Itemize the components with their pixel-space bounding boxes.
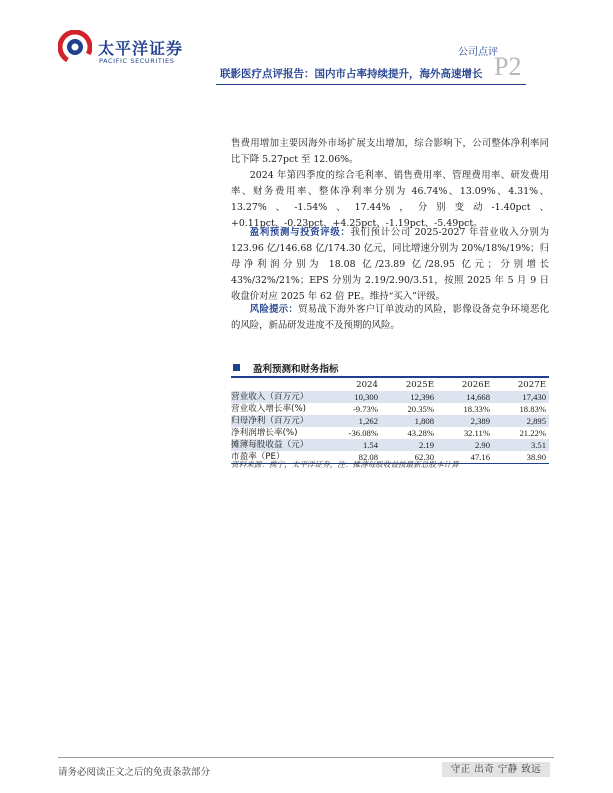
logo-chinese-name: 太平洋证券 [98,39,184,58]
table-cell: -9.73% [352,404,378,414]
table-cell: 20.35% [407,404,434,414]
row-label: 市盈率（PE） [231,451,327,464]
risk-text: 贸易战下海外客户订单波动的风险，影像设备竞争环境恶化的风险，新品研发进度不及预期的风险。 [231,304,549,331]
table-cell: 2,895 [493,415,549,427]
table-cell: 2,389 [437,415,493,427]
table-cell: 1.54 [327,439,381,451]
table-source-note: 资料来源：携宁，太平洋证券，注：摊薄每股收益按最新总股本计算 [231,460,459,469]
table-header-row [231,379,549,391]
table-cell: 1,262 [327,415,381,427]
table-top-rule [231,376,549,378]
table-cell: 2.19 [381,439,437,451]
table-cell: 21.22% [519,428,546,438]
column-header: 2025E [405,380,434,390]
company-logo-icon [58,30,92,64]
paragraph-risk [231,302,549,334]
table-cell: 32.11% [463,428,490,438]
table-row [231,439,549,451]
risk-heading: 风险提示： [249,304,299,315]
table-cell: 14,668 [437,391,493,403]
table-title: 盈利预测和财务指标 [253,364,339,375]
column-header [231,379,327,391]
table-heading [231,361,549,375]
table-cell: 82.08 [327,451,381,464]
table-cell: 18.83% [519,404,546,414]
paragraph-expense-impact [231,136,549,168]
page-number: P2 [494,52,522,81]
table-cell: 17,430 [493,391,549,403]
paragraph-text: 售费用增加主要因海外市场扩展支出增加，综合影响下，公司整体净利率同比下降 5.27pct 至 12.06%。 [231,138,549,165]
square-bullet-icon [233,364,240,371]
table-row [231,391,549,403]
footer-motto: 守正 出奇 宁静 致远 [442,762,550,777]
column-header: 2024 [356,380,378,390]
paragraph-q4-metrics [231,168,549,232]
header-divider [216,84,526,85]
paragraph-text: 2024 年第四季度的综合毛利率、销售费用率、管理费用率、研发费用率、财务费用率、整体净利率分别为 46.74%、13.09%、4.31%、13.27%、-1.54%、17.44%，分别变动-1.40pct、+0.11pct、-0.23pct、+4.25pct、-1.19pct、-5.49pct。 [231,170,549,229]
table-cell: 47.16 [437,451,493,464]
table-cell: 10,300 [327,391,381,403]
footer-divider [58,757,554,758]
report-type-label: 公司点评 [458,47,498,58]
footer-disclaimer: 请务必阅读正文之后的免责条款部分 [58,767,211,778]
table-cell: -36.08% [348,428,378,438]
table-cell: 18.33% [463,404,490,414]
paragraph-forecast [231,225,549,305]
forecast-heading: 盈利预测与投资评级： [249,227,351,238]
forecast-text: 我们预计公司 2025-2027 年营业收入分别为 123.96 亿/146.68 亿/174.30 亿元，同比增速分别为 20%/18%/19%；归母净利润分别为 18.08 亿/23.89 亿/28.95 亿元；分别增长 43%/32%/21%；EPS 分别为 2.19/2.90/3.51，按照 2025 年 5 月 9 日收盘价对应 2025 年 62 倍 PE。维持“买入”评级。 [231,227,549,302]
table-cell: 1,808 [381,415,437,427]
row-label: 净利润增长率(%) [231,428,298,438]
table-cell: 2.90 [437,439,493,451]
logo-english-name: PACIFIC SECURITIES [99,57,175,65]
financial-forecast-table [231,379,549,464]
table-cell: 12,396 [381,391,437,403]
table-row [231,427,549,439]
table-cell: 62.30 [381,451,437,464]
row-label: 摊薄每股收益（元） [231,439,327,451]
row-label: 归母净利（百万元） [231,415,327,427]
row-label: 营业收入增长率(%) [231,404,307,414]
report-title: 联影医疗点评报告：国内市占率持续提升，海外高速增长 [220,68,483,80]
column-header: 2027E [517,380,546,390]
table-row [231,415,549,427]
column-header: 2026E [461,380,490,390]
table-cell: 38.90 [493,451,549,464]
row-label: 营业收入（百万元） [231,391,327,403]
table-cell: 3.51 [493,439,549,451]
table-row [231,403,549,415]
table-cell: 43.28% [407,428,434,438]
